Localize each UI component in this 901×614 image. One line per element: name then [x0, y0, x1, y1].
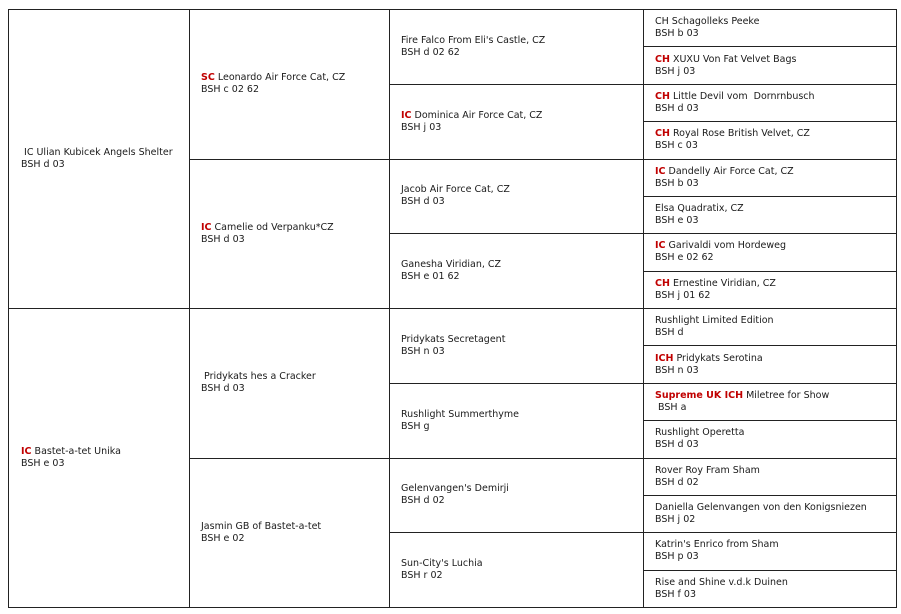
breed-code: BSH j 02 — [655, 514, 696, 526]
cat-name: Rushlight Limited Edition — [655, 315, 774, 327]
cat-name: Sun-City's Luchia — [401, 558, 483, 570]
breed-code: BSH d 03 — [655, 102, 699, 114]
ancestor-gen3-6 — [390, 383, 644, 458]
ancestor-gen4-11 — [644, 383, 897, 420]
ancestor-gen4-14 — [644, 495, 897, 532]
ancestor-gen4-13 — [644, 458, 897, 495]
ancestor-gen4-1 — [644, 10, 897, 47]
title-badge: CH — [655, 277, 670, 289]
cat-name: Daniella Gelenvangen von den Konigsniezen — [655, 502, 867, 514]
cat-name: Royal Rose British Velvet, CZ — [672, 128, 810, 140]
breed-code: BSH d 02 — [655, 476, 699, 488]
breed-code: BSH e 01 62 — [401, 271, 460, 283]
title-badge: CH — [655, 53, 670, 65]
cat-name: Elsa Quadratix, CZ — [655, 203, 744, 215]
title-badge: IC — [21, 446, 32, 457]
dam — [9, 309, 190, 608]
ancestor-gen4-10 — [644, 346, 897, 383]
cat-name: Rushlight Operetta — [655, 427, 745, 439]
cat-name: Bastet-a-tet Unika — [34, 446, 121, 457]
dam-sire — [190, 309, 390, 459]
title-badge: ICH — [655, 352, 674, 364]
cat-name: Rushlight Summerthyme — [401, 408, 520, 420]
ancestor-gen4-9 — [644, 309, 897, 346]
ancestor-gen4-3 — [644, 84, 897, 121]
breed-code: BSH e 03 — [655, 215, 699, 227]
sire-dam — [190, 159, 390, 309]
cat-name: Rover Roy Fram Sham — [655, 464, 760, 476]
ancestor-gen4-5 — [644, 159, 897, 196]
cat-name: XUXU Von Fat Velvet Bags — [672, 53, 797, 65]
sire — [9, 10, 190, 309]
ancestor-gen4-7 — [644, 234, 897, 271]
breed-code: BSH n 03 — [655, 364, 699, 376]
cat-name: Dominica Air Force Cat, CZ — [414, 109, 543, 121]
breed-code: BSH j 03 — [401, 121, 442, 133]
title-badge: CH — [655, 90, 670, 102]
breed-code: BSH d — [655, 327, 684, 339]
breed-code: BSH e 02 62 — [655, 252, 714, 264]
ancestor-gen3-7 — [390, 458, 644, 533]
breed-code: BSH g — [401, 420, 430, 432]
pedigree-table — [8, 9, 896, 608]
cat-name: Dandelly Air Force Cat, CZ — [668, 165, 794, 177]
ancestor-gen4-16 — [644, 570, 897, 607]
breed-code: BSH d 02 — [401, 495, 445, 507]
ancestor-gen3-2 — [390, 84, 644, 159]
cat-name: Leonardo Air Force Cat, CZ — [217, 72, 346, 84]
ancestor-gen3-5 — [390, 309, 644, 384]
cat-name: CH Schagolleks Peeke — [655, 16, 760, 28]
breed-code: BSH e 02 — [201, 532, 245, 544]
breed-code: BSH j 03 — [655, 65, 696, 77]
title-badge: IC — [401, 109, 412, 121]
ancestor-gen4-8 — [644, 271, 897, 308]
cat-name: Ernestine Viridian, CZ — [672, 277, 776, 289]
cat-name: Jacob Air Force Cat, CZ — [401, 184, 510, 196]
cat-name: IC Ulian Kubicek Angels Shelter — [21, 147, 173, 158]
cat-name: Garivaldi vom Hordeweg — [668, 240, 786, 252]
breed-code: BSH d 03 — [401, 196, 445, 208]
breed-code: BSH d 03 — [201, 233, 245, 245]
cat-name: Rise and Shine v.d.k Duinen — [655, 576, 788, 588]
ancestor-gen4-15 — [644, 533, 897, 570]
cat-name: Jasmin GB of Bastet-a-tet — [201, 520, 322, 532]
cat-name: Pridykats Secretagent — [401, 333, 506, 345]
ancestor-gen4-12 — [644, 421, 897, 458]
title-badge: IC — [655, 240, 666, 252]
cat-name: Miletree for Show — [746, 389, 830, 401]
sire-sire — [190, 10, 390, 160]
cat-name: Camelie od Verpanku*CZ — [214, 221, 334, 233]
dam-dam — [190, 458, 390, 608]
cat-name: Ganesha Viridian, CZ — [401, 259, 502, 271]
breed-code: BSH d 03 — [655, 439, 699, 451]
breed-code: BSH b 03 — [655, 28, 699, 40]
breed-code: BSH b 03 — [655, 177, 699, 189]
title-badge: IC — [201, 221, 212, 233]
ancestor-gen3-3 — [390, 159, 644, 234]
breed-code: BSH p 03 — [655, 551, 699, 563]
cat-name: Fire Falco From Eli's Castle, CZ — [401, 34, 546, 46]
cat-name: Little Devil vom Dornrnbusch — [672, 90, 815, 102]
ancestor-gen4-6 — [644, 196, 897, 233]
ancestor-gen4-4 — [644, 122, 897, 159]
breed-code: BSH n 03 — [401, 345, 445, 357]
ancestor-gen3-8 — [390, 533, 644, 608]
breed-code: BSH d 03 — [201, 383, 245, 395]
title-badge: IC — [655, 165, 666, 177]
cat-name: Katrin's Enrico from Sham — [655, 539, 779, 551]
cat-name: Gelenvangen's Demirji — [401, 483, 509, 495]
breed-code: BSH d 03 — [21, 159, 65, 170]
breed-code: BSH f 03 — [655, 588, 696, 600]
title-badge: CH — [655, 128, 670, 140]
cat-name: Pridykats hes a Cracker — [201, 371, 316, 383]
ancestor-gen3-4 — [390, 234, 644, 309]
breed-code: BSH c 03 — [655, 140, 698, 152]
cat-name: Pridykats Serotina — [676, 352, 763, 364]
breed-code: BSH e 03 — [21, 458, 65, 469]
ancestor-gen4-2 — [644, 47, 897, 84]
breed-code: BSH a — [655, 401, 687, 413]
breed-code: BSH j 01 62 — [655, 289, 711, 301]
title-badge: SC — [201, 72, 215, 84]
title-badge: Supreme UK ICH — [655, 389, 744, 401]
breed-code: BSH d 02 62 — [401, 46, 460, 58]
breed-code: BSH r 02 — [401, 570, 443, 582]
ancestor-gen3-1 — [390, 10, 644, 85]
breed-code: BSH c 02 62 — [201, 84, 259, 96]
